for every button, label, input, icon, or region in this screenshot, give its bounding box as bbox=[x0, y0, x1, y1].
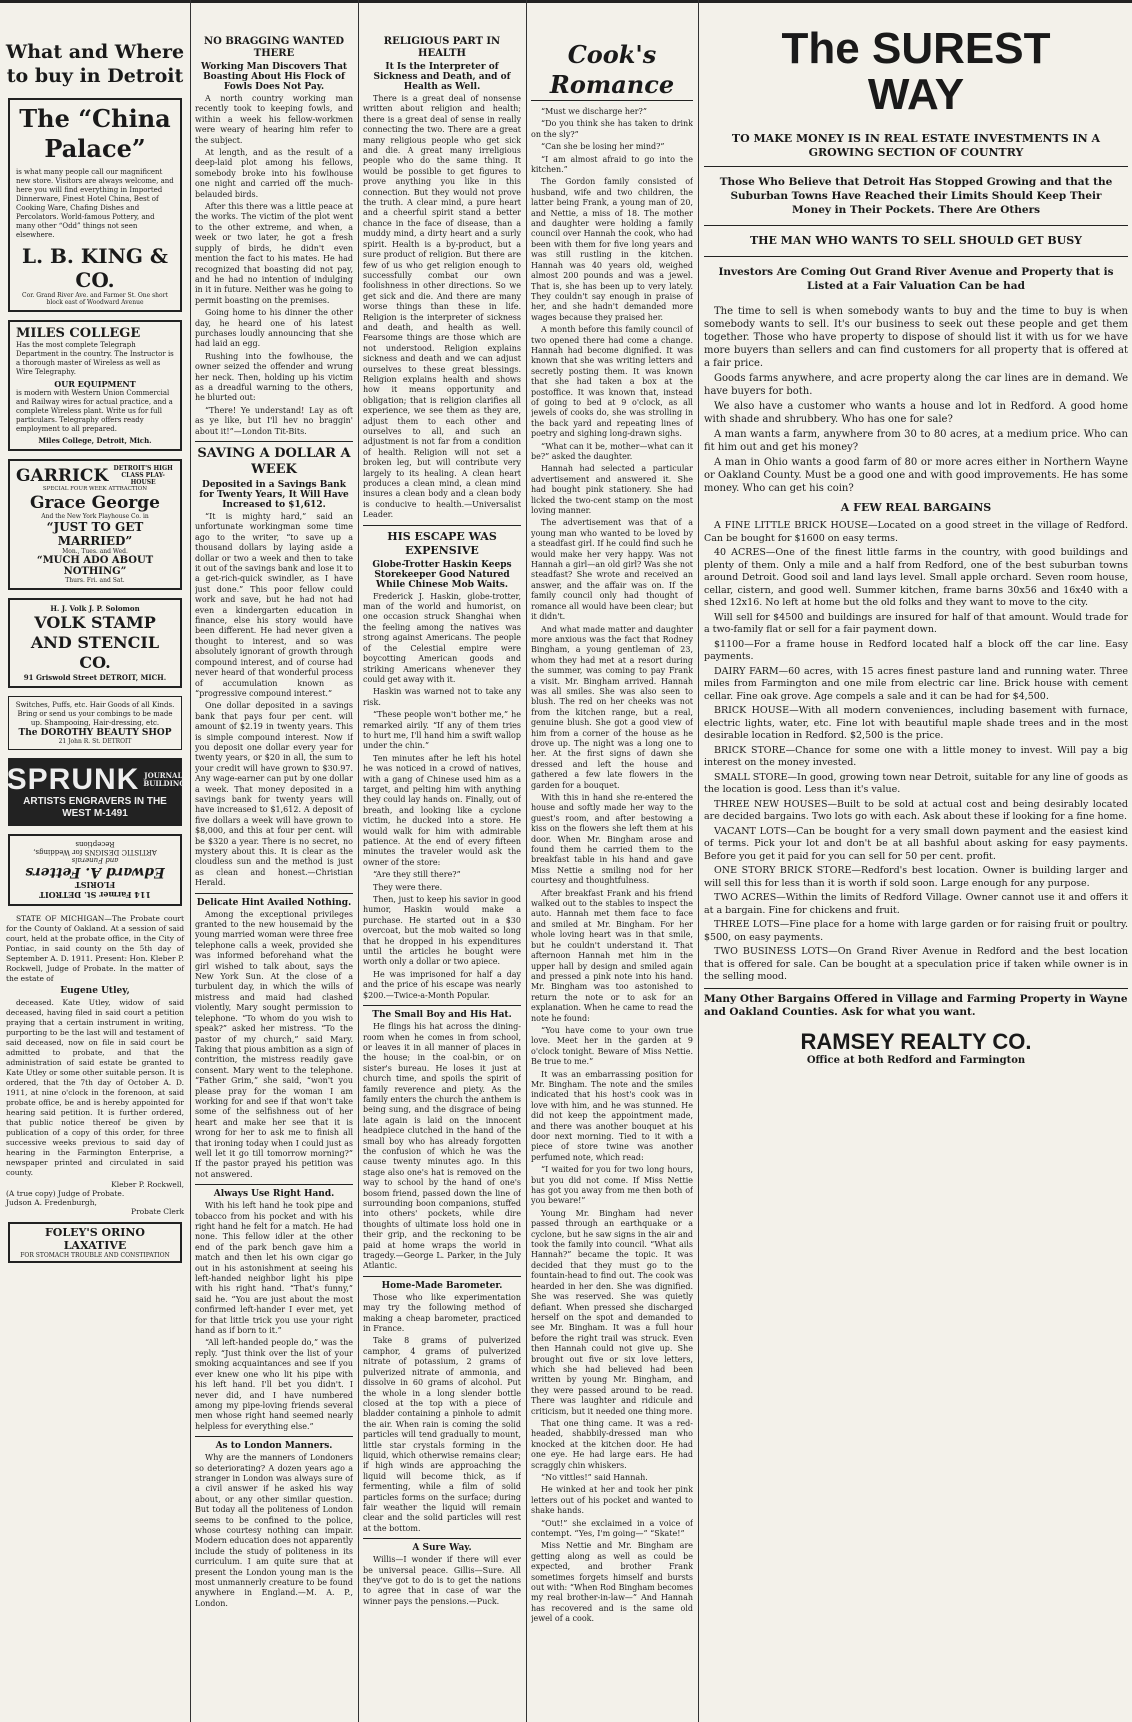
article-headline: Delicate Hint Availed Nothing. bbox=[196, 897, 352, 908]
article-paragraph: Going home to his dinner the other day, he heard one of his latest purchases loudly announcing that she had laid an egg. bbox=[195, 308, 353, 349]
notice-signature: Judson A. Fredenburgh, bbox=[6, 1198, 97, 1207]
volk-stamp-ad bbox=[8, 598, 182, 688]
article-subheadline: Globe-Trotter Haskin Keeps Storekeeper Good Natured While Chinese Mob Waits. bbox=[372, 559, 512, 590]
article-paragraph: “All left-handed people do,” was the reply. “Just think over the list of your smoking acquaintances and see if you ever knew one who lit his pipe with his left hand. I'll bet you didn't. I never did, and I have numbered among my pipe-loving friends several men whose right hand seemed nearly helpless for everything else.” bbox=[195, 1338, 353, 1431]
article-headline: RELIGIOUS PART IN HEALTH bbox=[383, 36, 501, 59]
article-paragraph: They were there. bbox=[373, 882, 443, 892]
article-paragraph: Why are the manners of Londoners so deteriorating? A dozen years ago a stranger in London was always sure of a civil answer if he asked his way about, or any other similar question. But today all the politeness of London seems to be confined to the police, whose courtesy nothing can impair. Modern education does not apparently include the study of politeness in its curriculum. I am quite sure that at present the London young man is the most unmannerly creature to be found anywhere in England.—M. A. P., London. bbox=[195, 1453, 353, 1608]
story-paragraph: That one thing came. It was a red-headed, shabbily-dressed man who knocked at the kitchen door. He had one eye. He had large ears. He had scraggly chin whiskers. bbox=[531, 1418, 693, 1470]
ad-title: GARRICK bbox=[16, 465, 109, 486]
ad-subtitle: JOURNAL BUILDING bbox=[143, 771, 186, 788]
notice-signature: (A true copy) Judge of Probate. bbox=[6, 1189, 125, 1198]
ad-title: MILES COLLEGE bbox=[16, 326, 141, 341]
divider bbox=[195, 1436, 353, 1437]
ad-subheadline: Investors Are Coming Out Grand River Avenue and Property that is Listed at a Fair Valuation Can be had bbox=[718, 266, 1114, 292]
column-rule bbox=[190, 0, 191, 1722]
divider bbox=[704, 988, 1128, 989]
column-2 bbox=[195, 36, 353, 1722]
article-paragraph: At length, and as the result of a deep-laid plot among his fellows, somebody broke into his fowlhouse one night and carried off the much-belauded birds. bbox=[195, 148, 353, 199]
article-paragraph: There is a great deal of nonsense written about religion and health; there is a great deal of sense in really connecting the two. There are a great many religious people who get sick and die. A great many irreligious people who do the same thing. It would be possible to get figures to prove anything you like in this connection. But they would not prove the truth. A clear mind, a pure heart and a cheerful spirit stand a better chance in the face of disease, than a muddy mind, a dirty heart and a surly spirit. Health is a by-product, but a sure product of religion. But there are few of us who get religion enough to successfully combat our own foolishness in other directions. So we get sick and die. And there are many worse things than these in life. Religion is the interpreter of sickness and death, and health as well. Fearsome things are those which are not understood. Religion explains sickness and death and we can adjust ourselves to these great blessings. Religion explains health and shows how it means opportunity and obligation; that is religion clarifies all experience, we see them as they are, adjust them to each other and ourselves to all, and such an adjustment is not far from a condition of health. Religion will not set a broken leg, but will contribute very largely to its healing. A clean heart produces a clean mind, a clean mind insures a clean body and a clean body is conducive to health.—Universalist Leader. bbox=[363, 94, 521, 520]
company-office: Office at both Redford and Farmington bbox=[806, 1054, 1026, 1066]
ad-text: is what many people call our magnificent new store. Visitors are always welcome, and here you will find everything in Imported Dinnerware, Finest Hotel China, Best of Cooking Ware, Chafing Dishes and Percolators. World-famous Pottery, and many other “Odd” things not seen elsewhere. bbox=[16, 168, 174, 239]
ad-paragraph: Goods farms anywhere, and acre property along the car lines are in demand. We have buyers for both. bbox=[704, 373, 1128, 397]
notice-text: deceased. Kate Utley, widow of said deceased, having filed in said court a petition praying that a certain instrument in writing, purporting to be the last will and testament of said deceased, now on file in said court be admitted to probate, and that the administration of said estate be granted to Kate Utley or some other suitable person. It is ordered, that the 7th day of October A. D. 1911, at nine o'clock in the forenoon, at said probate office, be and is hereby appointed for hearing said petition. It is further ordered, that public notice thereof be given by publication of a copy of this order, for three successive weeks previous to said day of hearing in the Farmington Enterprise, a newspaper printed and circulated in said county. bbox=[6, 998, 184, 1177]
divider bbox=[363, 1005, 521, 1006]
story-paragraph: And what made matter and daughter more anxious was the fact that Rodney Bingham, a young gentleman of 23, whom they had met at a resort during the summer, was coming to pay Frank a visit. Mr. Bingham arrived. Hannah was all smiles. She was also seen to blush. The red on her cheeks was not from the kitchen range, but a real, genuine blush. She got a good view of him from a corner of the house as he drove up. The night was a long one to her. At the first signs of dawn she dressed and left the house and gathered a few late flowers in the garden for a bouquet. bbox=[531, 624, 693, 790]
article-headline: As to London Manners. bbox=[215, 1441, 333, 1452]
ad-subtitle: and Funerals bbox=[71, 856, 119, 864]
article-paragraph: Rushing into the fowlhouse, the owner seized the offender and wrung her neck. Then, holding up his victim as a dreadful warning to the others, he blurted out: bbox=[195, 351, 353, 403]
ads-column bbox=[4, 34, 186, 1263]
story-paragraph: “Must we discharge her?” bbox=[541, 107, 647, 116]
article-paragraph: A north country working man recently took to keeping fowls, and within a week his fellow-workmen were weary of hearing him refer to the subject. bbox=[195, 94, 353, 145]
bargain-item: TWO BUSINESS LOTS—On Grand River Avenue in Redford and the best location that is offered for sale. Can be bought at a speculation price if taken while owner is in the selling mood. bbox=[704, 946, 1128, 982]
article-paragraph: Then, just to keep his savior in good humor, Haskin would make a purchase. He started out in a $30 overcoat, but the mob waited so long that he dropped in his expenditures until the articles he bought were worth only a dollar or two apiece. bbox=[363, 895, 521, 967]
foley-ad bbox=[8, 1222, 182, 1263]
column-rule bbox=[358, 0, 359, 1722]
story-paragraph: A month before this family council of two opened there had come a change. Hannah had become dignified. It was known that she was writing letters and secretly posting them. It was known that she had taken a box at the postoffice. It was known that, instead of going to bed at 9 o'clock, as all jewels of cooks do, she was strolling in the back yard and repeating lines of poetry and sighing long-drawn sighs. bbox=[531, 325, 693, 439]
article-headline: The Small Boy and His Hat. bbox=[372, 1010, 512, 1021]
ad-subheadline: TO MAKE MONEY IS IN REAL ESTATE INVESTMENTS IN A GROWING SECTION OF COUNTRY bbox=[731, 132, 1101, 159]
story-paragraph: “No vittles!” said Hannah. bbox=[541, 1473, 648, 1482]
article-headline: Always Use Right Hand. bbox=[213, 1189, 335, 1200]
ad-signature: Miles College, Detroit, Mich. bbox=[38, 436, 152, 445]
divider bbox=[704, 225, 1128, 226]
bargain-item: DAIRY FARM—60 acres, with 15 acres finest pasture land and running water. Three miles from Farmington and one mile from electric car line. Brick house with cement cellar. Fine oak grove. Age compels a sale and it can be had for $4,500. bbox=[704, 665, 1128, 702]
column-3 bbox=[363, 36, 521, 1722]
story-paragraph: “Do you think she has taken to drink on the sly?” bbox=[531, 119, 693, 139]
ad-text: Thurs. Fri. and Sat. bbox=[65, 577, 125, 584]
ad-text: FOR STOMACH TROUBLE AND CONSTIPATION bbox=[20, 1252, 170, 1259]
article-subheadline: Working Man Discovers That Boasting About His Flock of Fowls Does Not Pay. bbox=[200, 62, 348, 92]
bargain-item: THREE LOTS—Fine place for a home with large garden or for raising fruit or poultry. $500, on easy payments. bbox=[704, 919, 1128, 943]
ad-headline: The SUREST bbox=[781, 26, 1051, 73]
ad-title: The “China Palace” bbox=[19, 104, 171, 163]
ad-title: FOLEY'S ORINO LAXATIVE bbox=[44, 1226, 145, 1252]
story-title: Cook's Romance bbox=[531, 40, 693, 101]
article-paragraph: “It is mighty hard,” said an unfortunate workingman some time ago to the writer, “to save up a thousand dollars by laying aside a dollar or two a week and then to take it out of the savings bank and lose it to a get-rich-quick swindler, as I have just done.” This poor fellow could work and save, but he had not had even a kindergarten education in finance, else his story would have been different. He had never given a thought to interest, and so was absolutely ignorant of growth through compound interest, and of course had never heard of that wonderful process of accumulation known as “progressive compound interest.” bbox=[195, 512, 353, 698]
column-4 bbox=[531, 36, 693, 1722]
divider bbox=[363, 525, 521, 526]
sprunk-ad bbox=[6, 758, 186, 826]
ad-address: 21 John R. St. DETROIT bbox=[58, 738, 132, 745]
bargain-item: ONE STORY BRICK STORE—Redford's best location. Owner is building larger and will sell this for less than it is worth if sold soon. Large enough for any purpose. bbox=[704, 865, 1128, 889]
beauty-shop-ad bbox=[8, 696, 182, 750]
story-paragraph: It was an embarrassing position for Mr. Bingham. The note and the smiles indicated that his host's cook was in love with him, and he was stunned. He did not keep the appointment made, and there was another bouquet at his door next morning. Tied to it with a piece of store twine was another perfumed note, which read: bbox=[531, 1069, 693, 1162]
ad-title: Edward A. Fetters bbox=[25, 864, 165, 880]
garrick-ad bbox=[8, 459, 182, 590]
article-subheadline: It Is the Interpreter of Sickness and Death, and of Health as Well. bbox=[373, 62, 511, 92]
divider bbox=[195, 441, 353, 442]
divider bbox=[363, 1538, 521, 1539]
ad-text: And the New York Playhouse Co. in bbox=[41, 513, 149, 520]
probate-notice bbox=[6, 914, 184, 1216]
story-paragraph: Young Mr. Bingham had never passed through an earthquake or a cyclone, but he saw signs in the air and took the family into council. “What ails Hannah?” became the topic. It was decided that they must go to the fountain-head to find out. The cook was hearded in her den. She was dignified. She was reserved. She was quietly defiant. When pressed she discharged herself on the spot and demanded to see Mr. Bingham. It was a full hour before the right trail was struck. Even then Hannah could not give up. She brought out five or six love letters, which she had believed had been written by young Mr. Bingham, and they were passed around to be read. There was laughter and ridicule and criticism, but it needed one thing more. bbox=[531, 1208, 693, 1416]
divider bbox=[195, 1184, 353, 1185]
ad-address: Cor. Grand River Ave. and Farmer St. One short block east of Woodward Avenue bbox=[22, 292, 168, 306]
article-paragraph: “Are they still there?” bbox=[373, 870, 461, 880]
notice-signature: Kleber P. Rockwell, bbox=[111, 1180, 184, 1189]
ad-tag: FLORIST bbox=[74, 880, 116, 890]
notice-text: STATE OF MICHIGAN—The Probate court for the County of Oakland. At a session of said court, held at the probate office, in the City of Pontiac, in said county on the 5th day of September A. D. 1911. Present: Hon. Kleber P. Rockwell, Judge of Probate. In the matter of the estate of bbox=[6, 914, 184, 983]
story-paragraph: The advertisement was that of a young man who wanted to be loved by a steadfast girl. If he could find such he would make her very happy. Was not Hannah a girl—an old girl? Was she not steadfast? She wrote and received an answer, and the affair was on. If the family council only had thought of romance all would have been clear; but it didn't. bbox=[531, 518, 693, 622]
miles-college-ad bbox=[8, 320, 182, 451]
ad-paragraph: The time to sell is when somebody wants to buy and the time to buy is when somebody wants to sell. It's our business to seek out these people and get them together. Those who have property to dispose of should list it with us for we have more buyers than sellers and can find customers for all property that is offered at a fair price. bbox=[704, 306, 1128, 369]
ad-subheadline: Those Who Believe that Detroit Has Stopped Growing and that the Suburban Towns Have Reached their Limits Should Keep Their Money in Their Pockets. There Are Others bbox=[719, 176, 1113, 216]
article-paragraph: “There! Ye understand! Lay as oft as ye like, but I'll hev no braggin' about it!”—London Tit-Bits. bbox=[195, 405, 353, 436]
story-paragraph: “I am almost afraid to go into the kitchen.” bbox=[531, 154, 693, 175]
column-rule bbox=[698, 0, 699, 1722]
article-headline: A Sure Way. bbox=[412, 1543, 472, 1554]
divider bbox=[195, 893, 353, 894]
column-title: What and Where to buy in Detroit bbox=[5, 41, 185, 87]
ad-headline: WAY bbox=[867, 70, 965, 119]
realty-ad bbox=[704, 26, 1128, 1722]
article-paragraph: He flings his hat across the dining-room when he comes in from school, or leaves it in all manner of places in the house; in the coal-bin, or on sister's bureau. He loses it just at church time, and spoils the spirit of family reverence and piety. As the family enters the church the anthem is being sung, and the disgrace of being late again is laid on the innocent headpiece clutched in the hand of the small boy who has already forgotten the confusion of which he was the cause twenty minutes ago. In this stage also one's hat is removed on the way to school by the hand of one's bosom friend, passed down the line of surrounding boon companions, stuffed into others' pockets, while dire thoughts of ultimate loss hold one in their grip, and the reckoning to be paid at home wraps the world in tragedy.—George L. Parker, in the July Atlantic. bbox=[363, 1022, 521, 1271]
story-paragraph: “What can it be, mother—what can it be?” asked the daughter. bbox=[531, 441, 693, 461]
column-rule bbox=[526, 0, 527, 1722]
company-name: RAMSEY REALTY CO. bbox=[800, 1028, 1032, 1054]
article-paragraph: With his left hand he took pipe and tobacco from his pocket and with his right hand he felt for a match. He had none. This fellow idler at the other end of the park bench gave him a match and then let his own cigar go out in his astonishment at seeing his left-handed neighbor light his pipe with his right hand. “That's funny,” said he. “You are just about the most confirmed left-hander I ever met, yet for that little trick you use your right hand as if born to it.” bbox=[195, 1201, 353, 1336]
ad-play: “MUCH ADO ABOUT NOTHING” bbox=[36, 555, 154, 577]
story-paragraph: “Can she be losing her mind?” bbox=[541, 142, 665, 152]
ad-text: Switches, Puffs, etc. Hair Goods of all Kinds. Bring or send us your combings to be made up. Shampooing, Hair-dressing, etc. bbox=[15, 701, 175, 727]
ad-paragraph: A man wants a farm, anywhere from 30 to 80 acres, at a medium price. Who can fit him out and get his money? bbox=[704, 429, 1128, 453]
article-paragraph: Take 8 grams of pulverized camphor, 4 grams of pulverized nitrate of potassium, 2 grams of pulverized nitrate of ammonia, and dissolve in 60 grams of alcohol. Put the whole in a long slender bottle closed at the top with a piece of bladder containing a pinhole to admit the air. When rain is coming the solid particles will tend gradually to mount, little star crystals forming in the liquid, which otherwise remains clear; if high winds are approaching the liquid will become thick, as if fermenting, while a film of solid particles forms on the surface; during fair weather the liquid will remain clear and the solid particles will rest at the bottom. bbox=[363, 1336, 521, 1533]
china-palace-ad bbox=[8, 98, 182, 312]
article-headline: SAVING A DOLLAR A WEEK bbox=[197, 446, 351, 477]
article-paragraph: Those who like experimentation may try the following method of making a cheap barometer, practiced in France. bbox=[363, 1292, 521, 1334]
story-paragraph: “You have come to your own true love. Meet her in the garden at 9 o'clock tonight. Beware of Miss Nettie. Be true to me.” bbox=[531, 1025, 693, 1067]
story-paragraph: He winked at her and took her pink letters out of his pocket and wanted to shake hands. bbox=[531, 1485, 693, 1516]
ad-text: SPECIAL FOUR WEEK ATTRACTION bbox=[42, 486, 148, 492]
article-paragraph: Willis—I wonder if there will ever be universal peace. Gillis—Sure. All they've got to do is to get the nations to agree that in case of war the winner pays the pensions.—Puck. bbox=[363, 1555, 521, 1606]
bargain-item: VACANT LOTS—Can be bought for a very small down payment and the easiest kind of terms. Pick your lot and don't be at all bashful about asking for easy payments. Before you get it paid for you can sell for 50 per cent. profit. bbox=[704, 825, 1128, 862]
ad-text: Mon., Tues. and Wed. bbox=[62, 548, 128, 555]
ad-paragraph: We also have a customer who wants a house and lot in Redford. A good home with shade and shrubbery. Who has one for sale? bbox=[704, 401, 1128, 425]
article-paragraph: After this there was a little peace at the works. The victim of the plot went to the other extreme, and when, a week or two later, he got a fresh supply of birds, he didn't even mention the fact to his mates. He had recognized that boasting did not pay, and he had no intention of indulging in it in future. Neither was he going to permit boasting on the premises. bbox=[195, 202, 353, 305]
article-headline: NO BRAGGING WANTED THERE bbox=[204, 36, 344, 59]
ad-name: L. B. KING & CO. bbox=[22, 244, 168, 292]
ad-address: 91 Griswold Street DETROIT, MICH. bbox=[23, 673, 167, 682]
article-headline: Home-Made Barometer. bbox=[381, 1280, 503, 1291]
ad-text: Has the most complete Telegraph Department in the country. The Instructor is a thorough master of Wireless as well as Wire Telegraphy. bbox=[16, 341, 174, 376]
story-paragraph: “I waited for you for two long hours, but you did not come. If Miss Nettie has got you away from me then both of you beware!” bbox=[531, 1165, 693, 1206]
bargain-item: BRICK STORE—Chance for some one with a little money to invest. Will pay a big interest on the money invested. bbox=[704, 744, 1128, 768]
bargain-item: 40 ACRES—One of the finest little farms in the country, with good buildings and plenty of them. Only a mile and a half from Redford, one of the best suburban towns around Detroit. Good soil and land lays level. Small apple orchard. Seven room house, cellar, cistern, and good well. Summer kitchen, frame barns 30x56 and 16x40 with a shed 12x16. No left at home but the old folks and they want to move to the city. bbox=[704, 547, 1128, 608]
ad-text: H. J. Volk J. P. Solomon bbox=[50, 604, 140, 613]
top-rule bbox=[0, 0, 1132, 3]
story-paragraph: With this in hand she re-entered the house and softly made her way to the guest's room, and after bestowing a kiss on the flowers she left them at his door. When Mr. Bingham arose and found them he carried them to the breakfast table in his hand and gave Miss Nettie a smiling nod for her courtesy and thoughtfulness. bbox=[531, 793, 693, 886]
story-paragraph: Hannah had selected a particular advertisement and answered it. She had bought pink stationery. She had licked the two-cent stamp on the most loving manner. bbox=[531, 464, 693, 516]
ad-title: SPRUNK bbox=[6, 763, 140, 796]
ad-subtitle: DETROIT'S HIGH CLASS PLAY-HOUSE bbox=[113, 465, 173, 486]
ad-paragraph: A man in Ohio wants a good farm of 80 or more acres either in Northern Wayne or Oakland County. Must be a good one and with good improvements. He has some money. Who can get his coin? bbox=[704, 457, 1128, 494]
bargain-item: SMALL STORE—In good, growing town near Detroit, suitable for any line of goods as the location is good. Less than it's value. bbox=[704, 771, 1128, 795]
article-paragraph: “These people won't bother me,” he remarked airily. “If any of them tries to hurt me, I'll hand him a swift wallop under the chin.” bbox=[363, 710, 521, 751]
bargain-item: Will sell for $4500 and buildings are insured for half of that amount. Would trade for a two-family flat or sell for a fair payment down. bbox=[704, 611, 1128, 635]
article-paragraph: One dollar deposited in a savings bank that pays four per cent. will amount of $2.19 in twenty years. This is simple compound interest. Now if you deposit one dollar every year for twenty years, or $20 in all, the sum to your credit will have grown to $30.97. Any wage-earner can put by one dollar a week. That money deposited in a savings bank for twenty years will have increased to $1,612. A deposit of five dollars a week will have grown to $8,000, and this at four per cent. will be $320 a year. There is no secret, no mystery about this. It is clear as the cloudless sun and the method is just as clean and honest.—Christian Herald. bbox=[195, 701, 353, 888]
bargain-item: THREE NEW HOUSES—Built to be sold at actual cost and being desirably located are decided bargains. Two lots go with each. Ask about these if looking for a fine home. bbox=[704, 798, 1128, 822]
article-paragraph: He was imprisoned for half a day and the price of his escape was nearly $200.—Twice-a-Month Popular. bbox=[363, 969, 521, 1000]
article-headline: HIS ESCAPE WAS EXPENSIVE bbox=[387, 529, 497, 557]
florist-ad bbox=[8, 834, 182, 906]
article-subheadline: Deposited in a Savings Bank for Twenty Years, It Will Have Increased to $1,612. bbox=[199, 480, 349, 510]
article-paragraph: Haskin was warned not to take any risk. bbox=[363, 687, 521, 707]
bargain-item: TWO ACRES—Within the limits of Redford Village. Owner cannot use it and offers it at a bargain. Fine for chickens and fruit. bbox=[704, 892, 1128, 916]
divider bbox=[363, 1276, 521, 1277]
ad-star: Grace George bbox=[30, 493, 160, 513]
story-paragraph: “Out!” she exclaimed in a voice of contempt. “Yes, I'm going—” “Skate!” bbox=[531, 1518, 693, 1539]
article-paragraph: Among the exceptional privileges granted to the new housemaid by the young married woman were three free telephone calls a week, provided she was informed beforehand what the girl wished to talk about, says the New York Sun. At the close of a turbulent day, in which the wills of mistress and maid had clashed violently, Mary sought permission to telephone. “To whom do you wish to speak?” asked her mistress. “To the pastor of my church,” said Mary. Taking that pious ambition as a sign of contrition, the mistress readily gave consent. Mary went to the telephone. “Father Grim,” she said, “won't you please pray for the woman I am working for and see if that won't take some of the selfishness out of her heart and make her see that it is wrong for her to ask me to finish all that ironing today when I could just as well let it go till tomorrow morning?” If the pastor prayed his petition was not answered. bbox=[195, 909, 353, 1179]
bargains-heading: A FEW REAL BARGAINS bbox=[840, 501, 992, 514]
ad-text: ARTISTS ENGRAVERS IN THE WEST M-1491 bbox=[23, 796, 167, 819]
bargain-item: $1100—For a frame house in Redford located half a block off the car line. Easy payments. bbox=[704, 638, 1128, 662]
ad-title: VOLK STAMP AND STENCIL CO. bbox=[30, 613, 160, 672]
ad-address: 114 Farmer St. DETROIT bbox=[38, 890, 152, 900]
notice-signature: Probate Clerk bbox=[131, 1207, 184, 1216]
divider bbox=[704, 256, 1128, 257]
ad-closing: Many Other Bargains Offered in Village and Farming Property in Wayne and Oakland Counties. Ask for what you want. bbox=[704, 992, 1128, 1018]
divider bbox=[704, 166, 1128, 167]
ad-text: ARTISTIC DESIGNS for Weddings, Receptions bbox=[33, 840, 157, 856]
notice-name: Eugene Utley, bbox=[60, 986, 130, 996]
article-paragraph: Ten minutes after he left his hotel he was noticed in a crowd of natives, with a gang of Chinese used him as a target, and pelting him with anything they could lay hands on. Finally, out of breath, and looking like a cyclone victim, he ducked into a store. He would walk for him with admirable patience. At the end of every fifteen minutes the traveler would ask the owner of the store: bbox=[363, 753, 521, 867]
story-paragraph: After breakfast Frank and his friend walked out to the stables to inspect the auto. Hannah met them face to face and smiled at Mr. Bingham. For her whole loving heart was in that smile, but he couldn't understand it. That afternoon Hannah met him in the upper hall by design and smiled again and pressed a pink note into his hand. Mr. Bingham was too astonished to return the note or to ask for an explanation. When he came to read the note he found: bbox=[531, 888, 693, 1023]
ad-play: “JUST TO GET MARRIED” bbox=[46, 520, 144, 548]
bargain-item: BRICK HOUSE—With all modern conveniences, including basement with furnace, electric lights, water, etc. Fine lot with beautiful maple shade trees and in the most desirable location in Redford. $2,500 is the price. bbox=[704, 705, 1128, 741]
story-paragraph: The Gordon family consisted of husband, wife and two children, the latter being Frank, a young man of 20, and Nettie, a miss of 18. The mother and daughter were holding a family council over Hannah the cook, who had been with them for five long years and was still rustling in the kitchen. Hannah was 40 years old, weighed almost 200 pounds and was a jewel. That is, she has been up to very lately. They couldn't say enough in praise of her, and she hadn't demanded more wages because they praised her. bbox=[531, 177, 693, 322]
bargain-item: A FINE LITTLE BRICK HOUSE—Located on a good street in the village of Redford. Can be bought for $1600 on easy terms. bbox=[704, 520, 1128, 544]
ad-subheadline: THE MAN WHO WANTS TO SELL SHOULD GET BUSY bbox=[749, 234, 1083, 247]
story-paragraph: Miss Nettie and Mr. Bingham are getting along as well as could be expected, and brother Frank sometimes forgets himself and bursts out with: “When Rod Bingham becomes my real brother-in-law—” And Hannah has recovered and is the same old jewel of a cook. bbox=[531, 1541, 693, 1624]
ad-subtitle: OUR EQUIPMENT bbox=[54, 379, 136, 389]
ad-title: The DOROTHY BEAUTY SHOP bbox=[18, 728, 172, 738]
article-paragraph: Frederick J. Haskin, globe-trotter, man of the world and humorist, on one occasion struck Shanghai when the feeling among the natives was strong against Americans. The people of the Celestial empire were boycotting American goods and striking Americans whenever they could get away with it. bbox=[363, 591, 521, 684]
ad-text: is modern with Western Union Commercial and Railway wires for actual practice, and a complete Wireless plant. Write us for full particulars. Telegraphy offers ready employment to all prepared. bbox=[16, 389, 173, 433]
